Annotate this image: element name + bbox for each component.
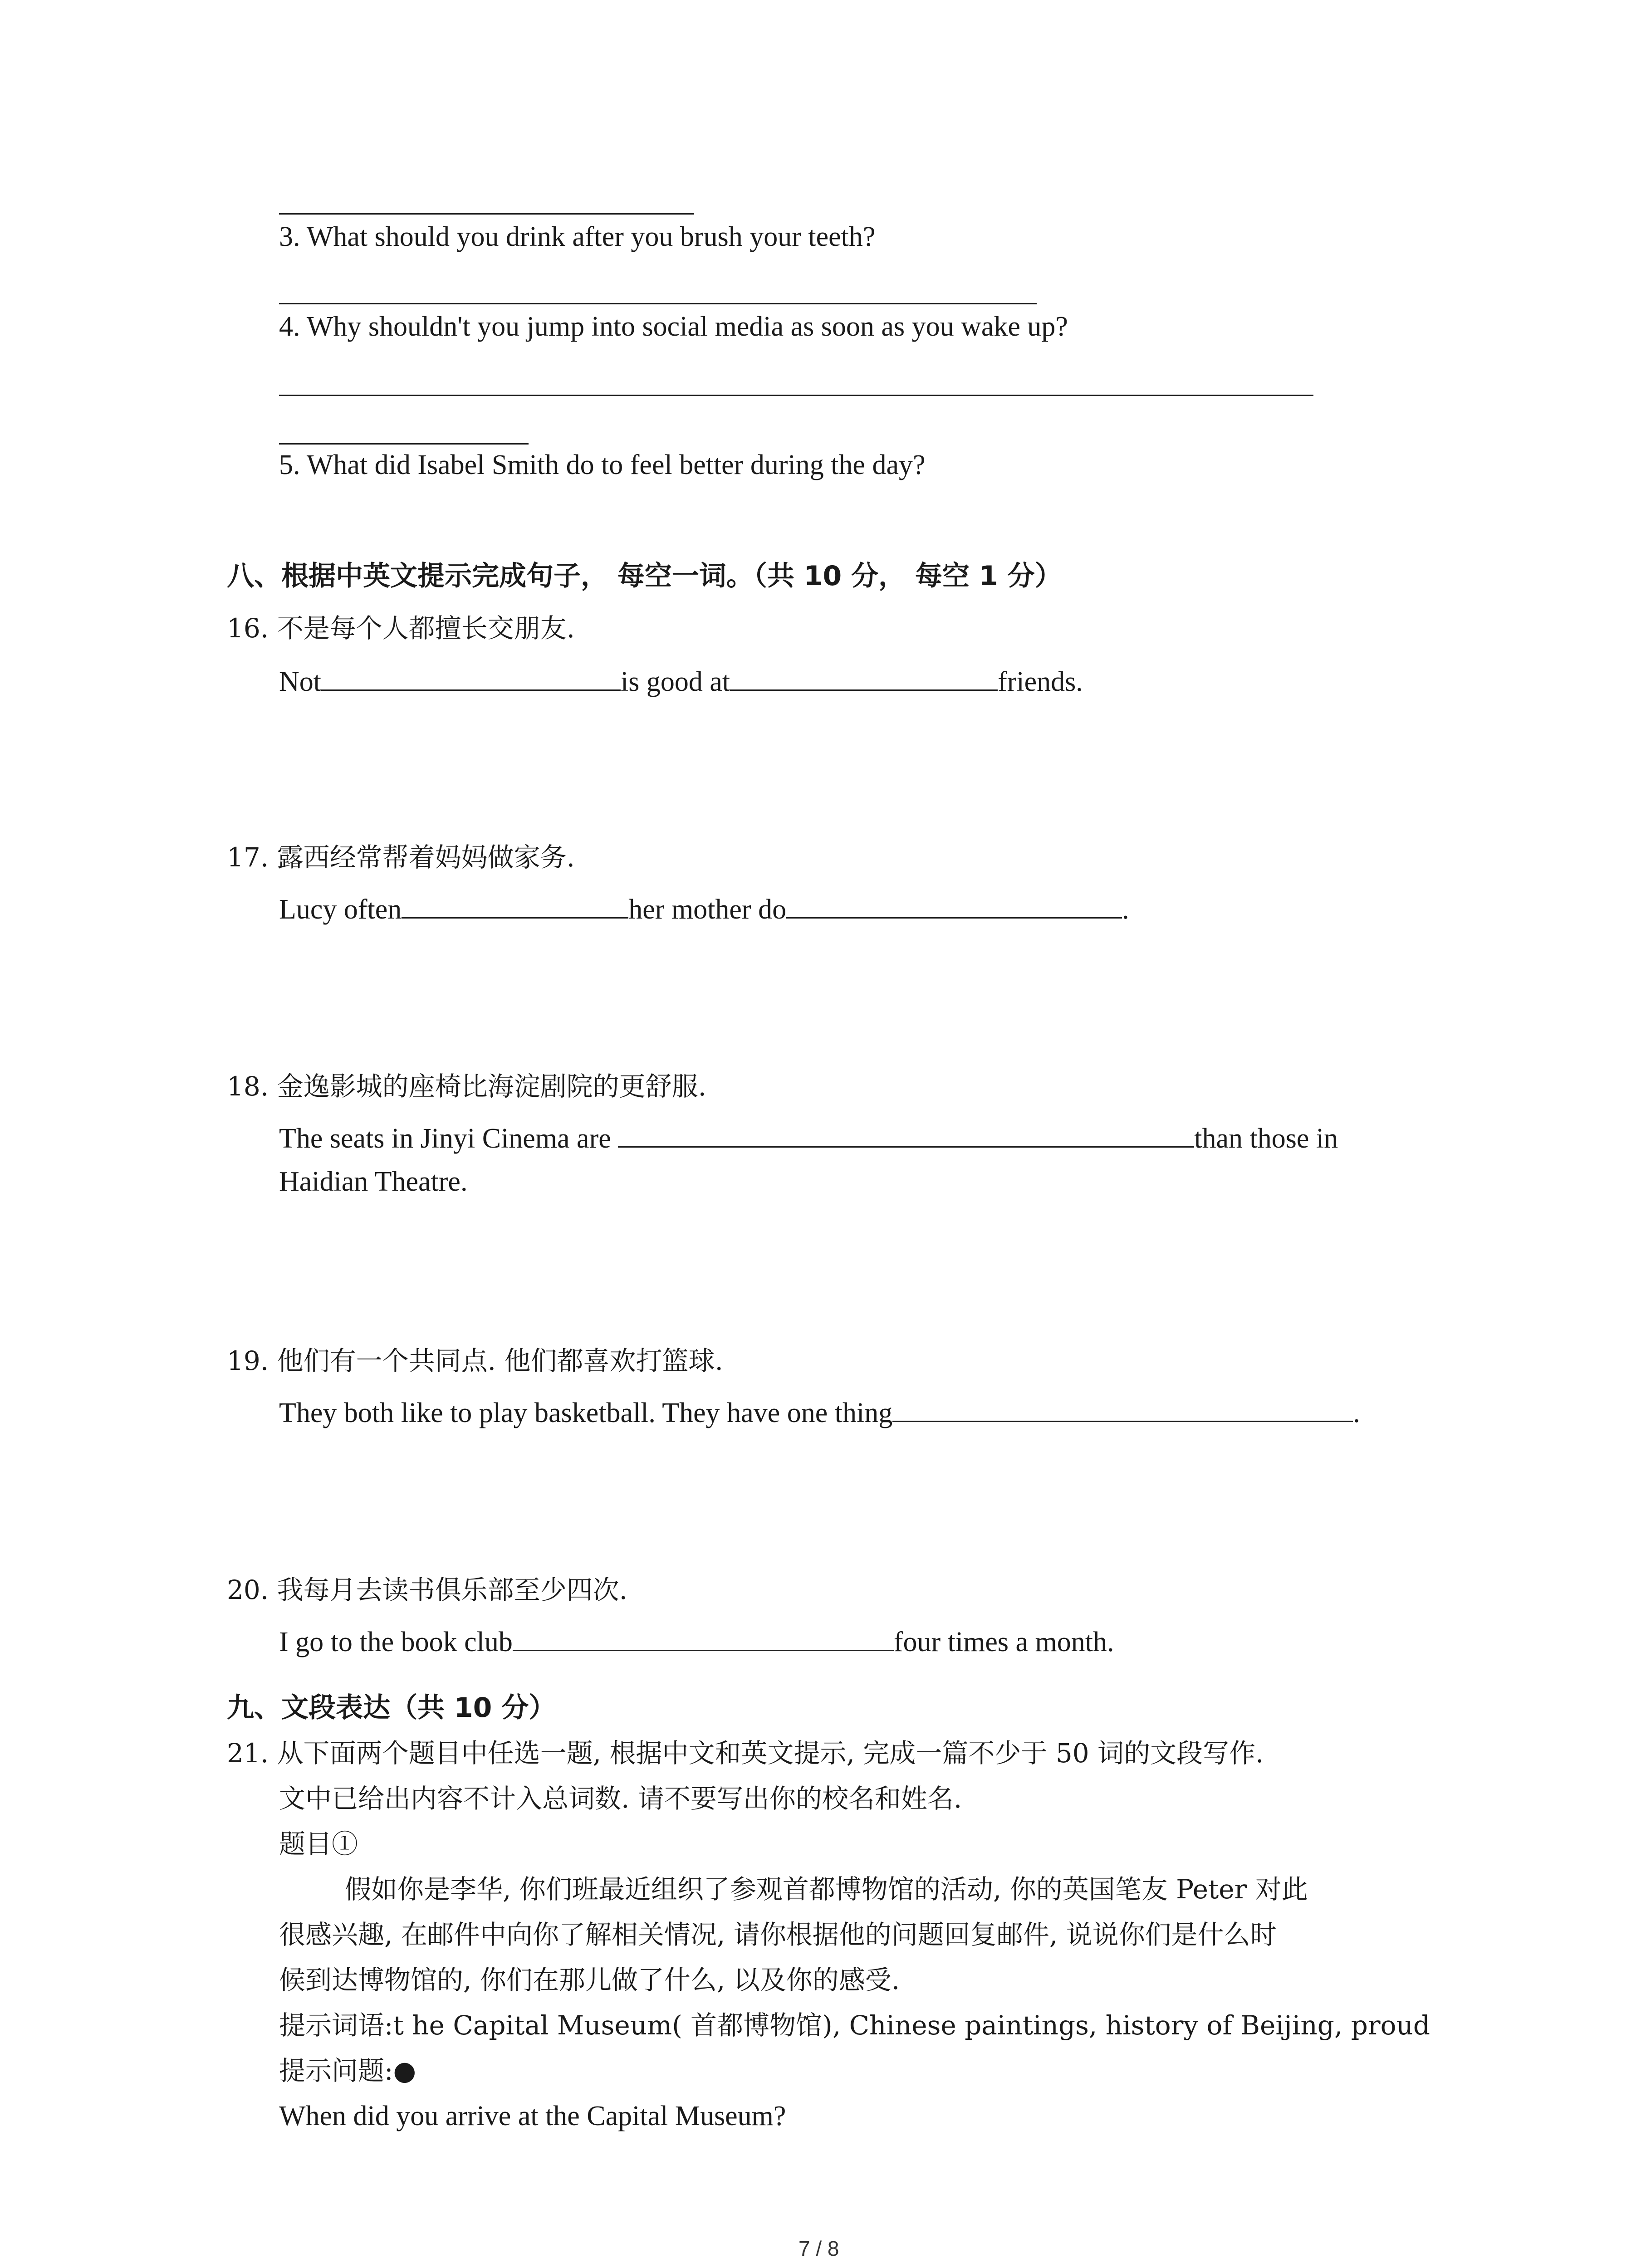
prompt-line-1: 假如你是李华, 你们班最近组织了参观首都博物馆的活动, 你的英国笔友 Peter 对此 bbox=[345, 1874, 1308, 1905]
hint-questions: 提示问题:● bbox=[279, 2055, 416, 2086]
item-20-part-a: I go to the book club bbox=[279, 1627, 513, 1657]
item-16-blank-2[interactable] bbox=[730, 662, 998, 691]
question-3: 3. What should you drink after you brush your teeth? bbox=[279, 221, 876, 252]
item-19-cn: 19. 他们有一个共同点. 他们都喜欢打篮球. bbox=[227, 1345, 723, 1376]
item-20-part-b: four times a month. bbox=[893, 1627, 1114, 1657]
item-19-en bbox=[279, 1393, 1360, 1431]
q21-instruction-1: 21. 从下面两个题目中任选一题, 根据中文和英文提示, 完成一篇不少于 50 词的文段写作. bbox=[227, 1738, 1264, 1769]
q21-instruction-2: 文中已给出内容不计入总词数. 请不要写出你的校名和姓名. bbox=[279, 1783, 962, 1814]
topic-label: 题目① bbox=[279, 1828, 358, 1859]
item-19-blank-1[interactable] bbox=[892, 1393, 1353, 1422]
item-18-part-a: The seats in Jinyi Cinema are bbox=[279, 1123, 618, 1154]
answer-blank-3[interactable] bbox=[279, 303, 1037, 304]
prompt-line-2: 很感兴趣, 在邮件中向你了解相关情况, 请你根据他的问题回复邮件, 说说你们是什么时 bbox=[279, 1919, 1277, 1950]
prompt-line-3: 候到达博物馆的, 你们在那儿做了什么, 以及你的感受. bbox=[279, 1965, 900, 1995]
item-18-en-cont: Haidian Theatre. bbox=[279, 1166, 468, 1197]
question-5: 5. What did Isabel Smith do to feel better during the day? bbox=[279, 450, 926, 480]
item-17-cn: 17. 露西经常帮着妈妈做家务. bbox=[227, 842, 575, 873]
item-16-blank-1[interactable] bbox=[321, 662, 621, 691]
item-20-en bbox=[279, 1623, 1114, 1660]
item-18-blank-1[interactable] bbox=[618, 1119, 1194, 1148]
item-19-part-a: They both like to play basketball. They have one thing bbox=[279, 1398, 893, 1428]
item-18-cn: 18. 金逸影城的座椅比海淀剧院的更舒服. bbox=[227, 1071, 707, 1102]
item-16-part-a: Not bbox=[279, 666, 321, 697]
item-17-blank-2[interactable] bbox=[786, 890, 1122, 919]
item-18-part-b: than those in bbox=[1194, 1123, 1338, 1154]
item-16-cn: 16. 不是每个人都擅长交朋友. bbox=[227, 613, 575, 644]
question-4: 4. Why shouldn't you jump into social media as soon as you wake up? bbox=[279, 311, 1068, 342]
item-18-en bbox=[279, 1119, 1338, 1157]
item-16-part-b: is good at bbox=[621, 666, 730, 697]
item-20-blank-1[interactable] bbox=[513, 1623, 894, 1651]
hint-words: 提示词语:t he Capital Museum( 首都博物馆), Chinese paintings, history of Beijing, proud bbox=[279, 2010, 1430, 2041]
section-8-title: 八、根据中英文提示完成句子， 每空一词。（共 10 分， 每空 1 分） bbox=[227, 560, 1062, 592]
answer-blank-2[interactable] bbox=[279, 213, 694, 215]
page-number: 7 / 8 bbox=[798, 2237, 839, 2260]
item-16-en bbox=[279, 662, 1083, 700]
item-17-en bbox=[279, 890, 1129, 928]
hint-question-1: When did you arrive at the Capital Museum? bbox=[279, 2101, 786, 2131]
item-19-part-b: . bbox=[1353, 1398, 1360, 1428]
answer-blank-4b[interactable] bbox=[279, 443, 529, 445]
item-17-part-b: her mother do bbox=[628, 894, 787, 925]
item-16-part-c: friends. bbox=[998, 666, 1083, 697]
answer-blank-4a[interactable] bbox=[279, 395, 1313, 396]
item-17-part-c: . bbox=[1122, 894, 1129, 925]
item-17-blank-1[interactable] bbox=[402, 890, 628, 919]
item-20-cn: 20. 我每月去读书俱乐部至少四次. bbox=[227, 1574, 628, 1605]
section-9-title: 九、文段表达（共 10 分） bbox=[227, 1692, 556, 1724]
item-17-part-a: Lucy often bbox=[279, 894, 402, 925]
